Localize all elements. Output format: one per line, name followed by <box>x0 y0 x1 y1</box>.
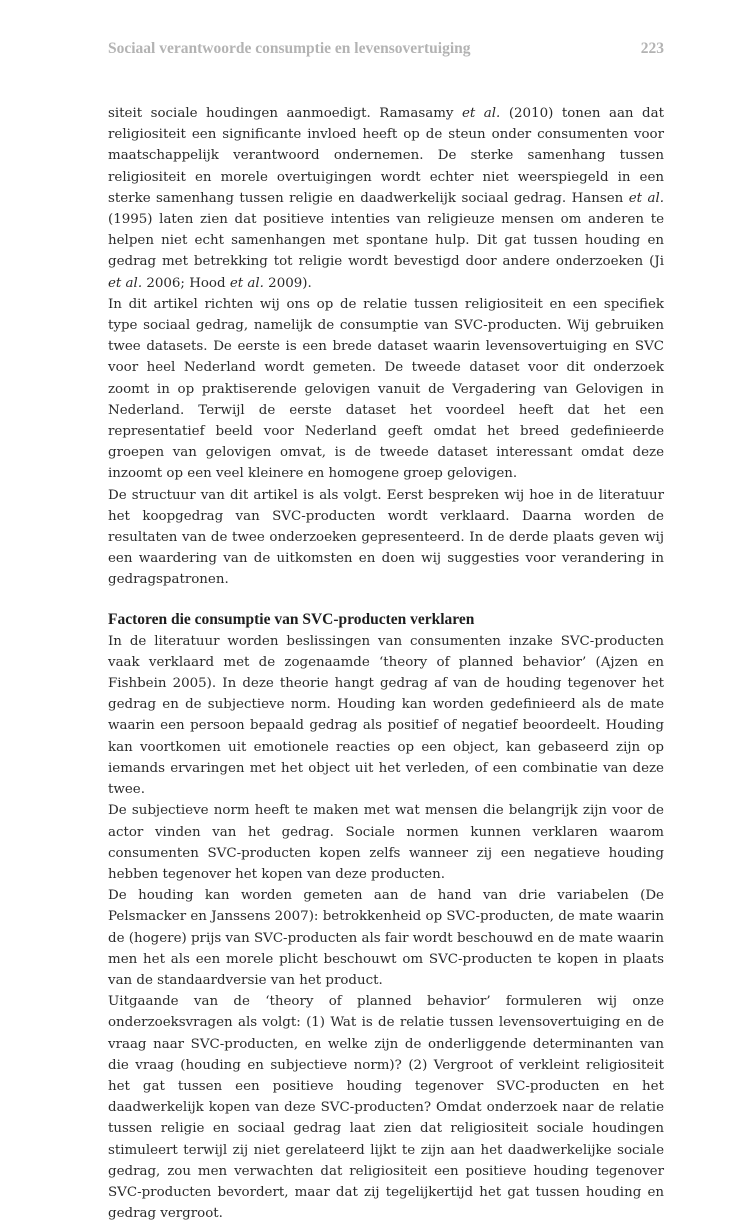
paragraph: De subjectieve norm heeft te maken met wat mensen die belangrijk zijn voor de actor vinden van het gedrag. Sociale normen kunnen verklaren waarom consumenten SVC-producten kopen zelfs wanneer zij een negatieve houding hebben tegenover het kopen van deze producten. <box>108 803 664 882</box>
paragraph: In dit artikel richten wij ons op de relatie tussen religiositeit en een specifiek type sociaal gedrag, namelijk de consumptie van SVC-producten. Wij gebruiken twee datasets. De eerste is een brede dataset waarin levensovertuiging en SVC voor heel Nederland wordt gemeten. De tweede dataset voor dit onderzoek zoomt in op praktiserende gelovigen vanuit de Vergadering van Gelovigen in Nederland. Terwijl de eerste dataset het voordeel heeft dat het een representatief beeld voor Nederland geeft omdat het breed gedefinieerde groepen van gelovigen omvat, is de tweede dataset interessant omdat deze inzoomt op een veel kleinere en homogene groep gelovigen. <box>108 296 664 482</box>
page-number: 223 <box>640 40 664 57</box>
citation-etal: et al. <box>108 275 143 291</box>
paragraph: Uitgaande van de ‘theory of planned behavior’ formuleren wij onze onderzoeksvragen als volgt: (1) Wat is de relatie tussen levensovertuiging en de vraag naar SVC-producten, en welke zijn de onderliggende determinanten van die vraag (houding en subjectieve norm)? (2) Vergroot of verkleint religiositeit het gat tussen een positieve houding tegenover SVC-producten en het daadwerkelijk kopen van deze SVC-producten? Omdat onderzoek naar de relatie tussen religie en sociaal gedrag laat zien dat religiositeit sociale houdingen stimuleert terwijl zij niet gerelateerd lijkt te zijn aan het daadwerkelijke sociale gedrag, zou men verwachten dat religiositeit een positieve houding tegenover SVC-producten bevordert, maar dat zij tegelijkertijd het gat tussen houding en gedrag vergroot. <box>108 994 664 1222</box>
page-body <box>108 103 664 1224</box>
citation-etal: et al. <box>229 275 264 291</box>
paragraph: siteit sociale houdingen aanmoedigt. Ramasamy et al. (2010) tonen aan dat religiositeit een significante invloed heeft op de steun onder consumenten voor maatschappelijk verantwoord ondernemen. De sterke samenhang tussen religiositeit en morele overtuigingen wordt echter niet weerspiegeld in een sterke samenhang tussen religie en daadwerkelijk sociaal gedrag. Hansen et al. (1995) laten zien dat positieve intenties van religieuze mensen om anderen te helpen niet echt samenhangen met spontane hulp. Dit gat tussen houding en gedrag met betrekking tot religie wordt bevestigd door andere onderzoeken (Ji et al. 2006; Hood et al. 2009). <box>108 106 664 291</box>
citation-etal: et al. <box>628 190 664 206</box>
paragraph: De structuur van dit artikel is als volgt. Eerst bespreken wij hoe in de literatuur het koopgedrag van SVC-producten wordt verklaard. Daarna worden de resultaten van de twee onderzoeken gepresenteerd. In de derde plaats geven wij een waardering van de uitkomsten en doen wij suggesties voor verandering in gedragspatronen. <box>108 487 664 588</box>
running-title: Sociaal verantwoorde consumptie en levensovertuiging <box>108 40 471 57</box>
paragraph: De houding kan worden gemeten aan de hand van drie variabelen (De Pelsmacker en Janssens 2007): betrokkenheid op SVC-producten, de mate waarin de (hogere) prijs van SVC-producten als fair wordt beschouwd en de mate waarin men het als een morele plicht beschouwt om SVC-producten te kopen in plaats van de standaardversie van het product. <box>108 888 664 988</box>
paragraph: In de literatuur worden beslissingen van consumenten inzake SVC-producten vaak verklaard met de zogenaamde ‘theory of planned behavior’ (Ajzen en Fishbein 2005). In deze theorie hangt gedrag af van de houding tegenover het gedrag en de subjectieve norm. Houding kan worden gedefinieerd als de mate waarin een persoon bepaald gedrag als positief of negatief beoordeelt. Houding kan voortkomen uit emotionele reacties op een object, kan gebaseerd zijn op iemands ervaringen met het object uit het verleden, of een combinatie van deze twee. <box>108 633 664 798</box>
citation-etal: et al. <box>461 106 501 121</box>
running-head <box>108 40 664 58</box>
section-heading: Factoren die consumptie van SVC-producten verklaren <box>108 610 475 628</box>
